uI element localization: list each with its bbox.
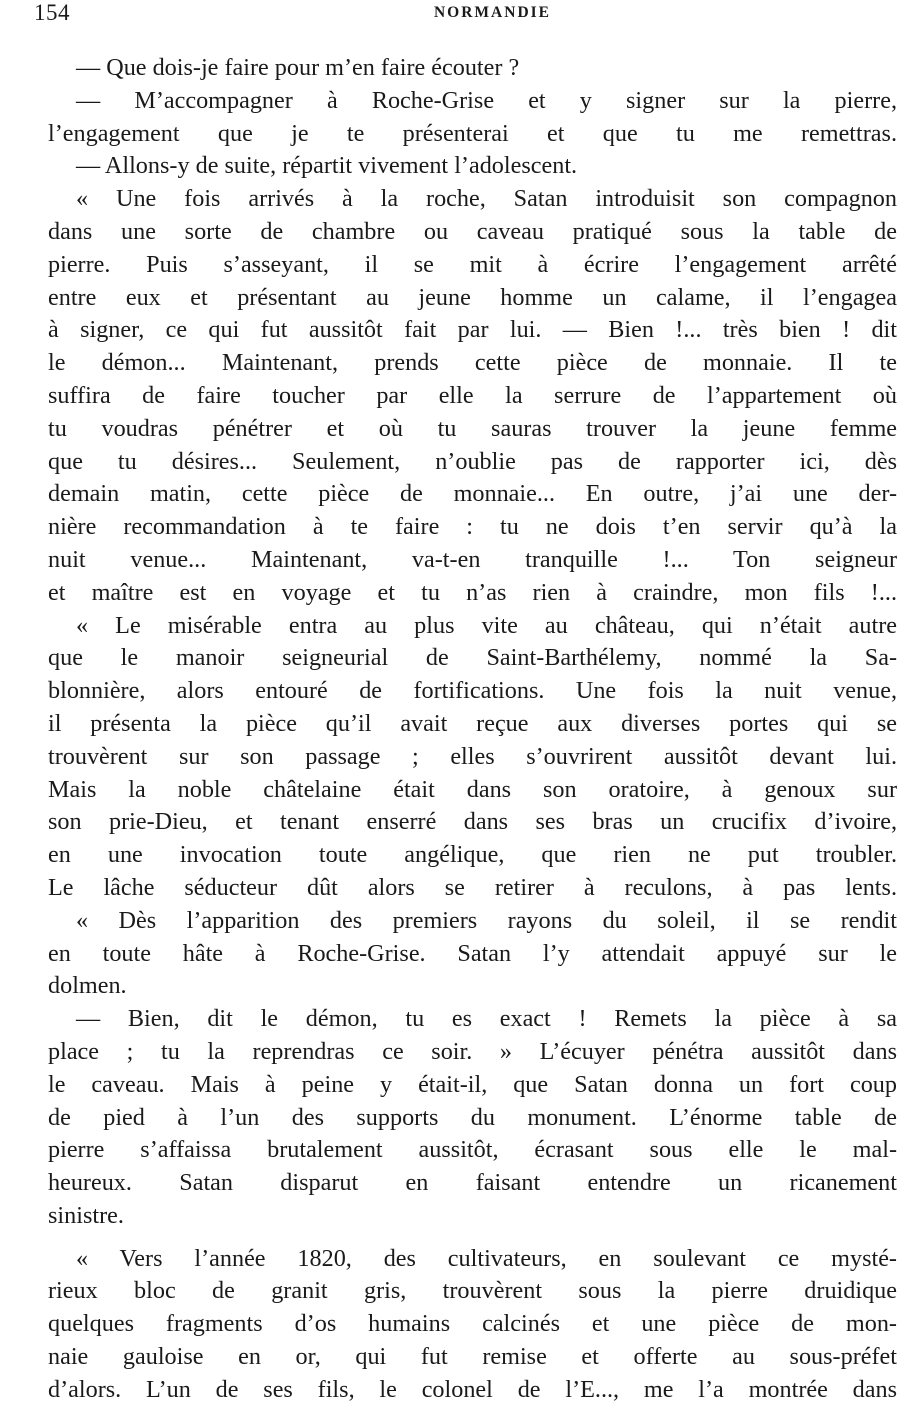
text-line: sinistre.	[48, 1201, 124, 1229]
text-line: que le manoir seigneurial de Saint-Barthélemy, nommé la Sa-	[48, 644, 897, 672]
text-line: suffira de faire toucher par elle la serrure de l’appartement où	[48, 381, 897, 409]
text-line: « Vers l’année 1820, des cultivateurs, en soulevant ce mysté-	[76, 1244, 897, 1272]
text-line: « Dès l’apparition des premiers rayons du soleil, il se rendit	[76, 906, 897, 934]
text-line: dolmen.	[48, 972, 127, 1000]
text-line: de pied à l’un des supports du monument. L’énorme table de	[48, 1103, 897, 1131]
body-text	[48, 52, 897, 1407]
text-line: nuit venue... Maintenant, va-t-en tranquille !... Ton seigneur	[48, 545, 897, 573]
text-line: — Que dois-je faire pour m’en faire écouter ?	[76, 54, 520, 81]
text-line: rieux bloc de granit gris, trouvèrent sous la pierre druidique	[48, 1277, 897, 1305]
text-line: « Le misérable entra au plus vite au château, qui n’était autre	[76, 611, 897, 639]
text-line: « Une fois arrivés à la roche, Satan introduisit son compagnon	[76, 185, 897, 213]
text-line: à signer, ce qui fut aussitôt fait par lui. — Bien !... très bien ! dit	[48, 316, 897, 344]
text-line: quelques fragments d’os humains calcinés et une pièce de mon-	[48, 1310, 897, 1338]
text-line: heureux. Satan disparut en faisant entendre un ricanement	[48, 1169, 897, 1197]
text-line: en une invocation toute angélique, que rien ne put troubler.	[48, 841, 897, 869]
text-line: en toute hâte à Roche-Grise. Satan l’y attendait appuyé sur le	[48, 939, 897, 967]
text-line: — Bien, dit le démon, tu es exact ! Remets la pièce à sa	[76, 1005, 897, 1033]
text-line: dans une sorte de chambre ou caveau pratiqué sous la table de	[48, 217, 897, 245]
paragraph-gap	[48, 1233, 897, 1243]
text-line: le démon... Maintenant, prends cette pièce de monnaie. Il te	[48, 349, 897, 377]
text-line: pierre s’affaissa brutalement aussitôt, écrasant sous elle le mal-	[48, 1136, 897, 1164]
text-line: pierre. Puis s’asseyant, il se mit à écrire l’engagement arrêté	[48, 250, 897, 278]
text-line: trouvèrent sur son passage ; elles s’ouvrirent aussitôt devant lui.	[48, 742, 897, 770]
text-line: tu voudras pénétrer et où tu sauras trouver la jeune femme	[48, 414, 897, 442]
text-line: que tu désires... Seulement, n’oublie pas de rapporter ici, dès	[48, 447, 897, 475]
text-line: l’engagement que je te présenterai et que tu me remettras.	[48, 119, 897, 147]
text-line: Le lâche séducteur dût alors se retirer à reculons, à pas lents.	[48, 873, 897, 901]
text-line: le caveau. Mais à peine y était-il, que Satan donna un fort coup	[48, 1070, 897, 1098]
text-line: et maître est en voyage et tu n’as rien à craindre, mon fils !...	[48, 578, 897, 606]
text-line: — Allons-y de suite, répartit vivement l’adolescent.	[76, 152, 578, 180]
running-title: NORMANDIE	[433, 4, 552, 21]
text-line: naie gauloise en or, qui fut remise et offerte au sous-préfet	[48, 1343, 897, 1371]
text-line: d’alors. L’un de ses fils, le colonel de l’E..., me l’a montrée dans	[48, 1375, 897, 1403]
text-line: son prie-Dieu, et tenant enserré dans ses bras un crucifix d’ivoire,	[48, 808, 897, 836]
page-header	[34, 0, 891, 30]
page-number: 154	[34, 0, 70, 25]
text-line: il présenta la pièce qu’il avait reçue aux diverses portes qui se	[48, 709, 897, 737]
text-line: nière recommandation à te faire : tu ne dois t’en servir qu’à la	[48, 513, 897, 541]
text-line: place ; tu la reprendras ce soir. » L’écuyer pénétra aussitôt dans	[48, 1037, 897, 1065]
text-line: demain matin, cette pièce de monnaie... En outre, j’ai une der-	[48, 480, 897, 508]
text-line: — M’accompagner à Roche-Grise et y signer sur la pierre,	[76, 86, 897, 114]
text-line: blonnière, alors entouré de fortifications. Une fois la nuit venue,	[48, 677, 897, 705]
text-line: entre eux et présentant au jeune homme un calame, il l’engagea	[48, 283, 897, 311]
text-line: Mais la noble châtelaine était dans son oratoire, à genoux sur	[48, 775, 897, 803]
